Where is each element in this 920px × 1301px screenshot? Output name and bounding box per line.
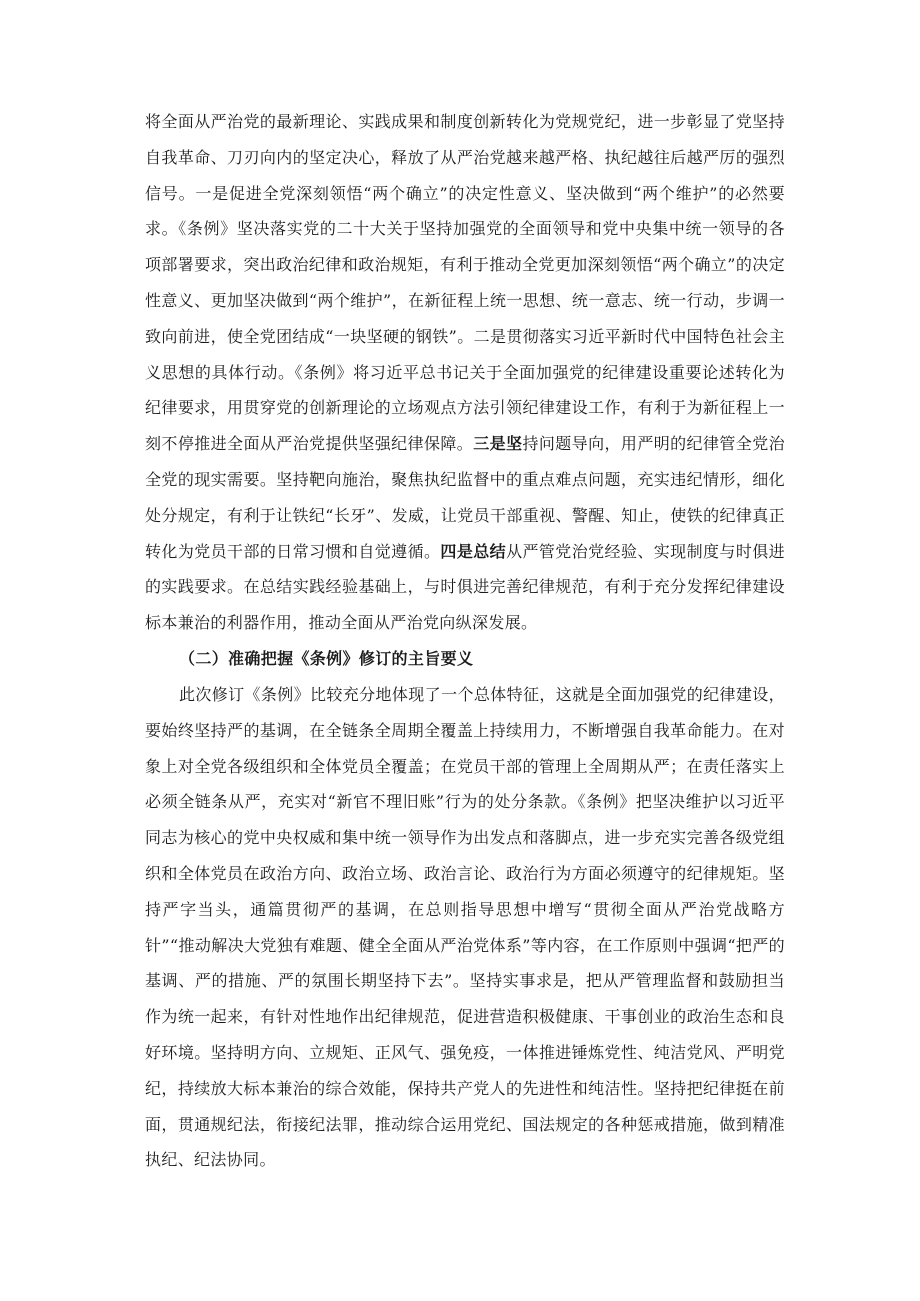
paragraph-1-text-a: 将全面从严治党的最新理论、实践成果和制度创新转化为党规党纪，进一步彰显了党坚持自我革命、刀刃向内的坚定决心，释放了从严治党越来越严格、执纪越往后越严厉的强烈信号。一是促进全党深刻领悟“两个确立”的决定性意义、坚决做到“两个维护”的必然要求。《条例》坚决落实党的二十大关于坚持加强党的全面领导和党中央集中统一领导的各项部署要求，突出政治纪律和政治规矩，有利于推动全党更加深刻领悟“两个确立”的决定性意义、更加坚决做到“两个维护”，在新征程上统一思想、统一意志、统一行动，步调一致向前进，使全党团结成“一块坚硬的钢铁”。二是贯彻落实习近平新时代中国特色社会主义思想的具体行动。《条例》将习近平总书记关于全面加强党的纪律建设重要论述转化为纪律要求，用贯穿党的创新理论的立场观点方法引领纪律建设工作，有利于为新征程上一刻不停推进全面从严治党提供坚强纪律保障。 <box>145 112 785 454</box>
paragraph-1-text-c: 持问题导向，用严明的纪律管全党治全党的现实需要。坚持靶向施治，聚焦执纪监督中的重点难点问题，充实违纪情形，细化处分规定，有利于让铁纪“长牙”、发威，让党员干部重视、警醒、知止，使铁的纪律真正转化为党员干部的日常习惯和自觉遵循。 <box>145 434 785 561</box>
document-page <box>145 104 785 1178</box>
body-paragraph-1 <box>145 104 785 641</box>
paragraph-1-bold-point-4: 四是总结 <box>440 541 507 561</box>
section-heading: （二）准确把握《条例》修订的主旨要义 <box>179 648 474 668</box>
paragraph-1-bold-point-3: 三是坚 <box>473 434 523 454</box>
body-paragraph-2: 此次修订《条例》比较充分地体现了一个总体特征，这就是全面加强党的纪律建设，要始终坚持严的基调，在全链条全周期全覆盖上持续用力，不断增强自我革命能力。在对象上对全党各级组织和全体党员全覆盖；在党员干部的管理上全周期从严；在责任落实上必须全链条从严，充实对“新官不理旧账”行为的处分条款。《条例》把坚决维护以习近平同志为核心的党中央权威和集中统一领导作为出发点和落脚点，进一步充实完善各级党组织和全体党员在政治方向、政治立场、政治言论、政治行为方面必须遵守的纪律规矩。坚持严字当头，通篇贯彻严的基调，在总则指导思想中增写“贯彻全面从严治党战略方针”“推动解决大党独有难题、健全全面从严治党体系”等内容，在工作原则中强调“把严的基调、严的措施、严的氛围长期坚持下去”。坚持实事求是，把从严管理监督和鼓励担当作为统一起来，有针对性地作出纪律规范，促进营造积极健康、干事创业的政治生态和良好环境。坚持明方向、立规矩、正风气、强免疫，一体推进锤炼党性、纯洁党风、严明党纪，持续放大标本兼治的综合效能，保持共产党人的先进性和纯洁性。坚持把纪律挺在前面，贯通规纪法，衔接纪法罪，推动综合运用党纪、国法规定的各种惩戒措施，做到精准执纪、纪法协同。 <box>145 684 785 1170</box>
paragraph-1-text-e: 从严管党治党经验、实现制度与时俱进的实践要求。在总结实践经验基础上，与时俱进完善纪律规范，有利于充分发挥纪律建设标本兼治的利器作用，推动全面从严治党向纵深发展。 <box>145 541 785 633</box>
